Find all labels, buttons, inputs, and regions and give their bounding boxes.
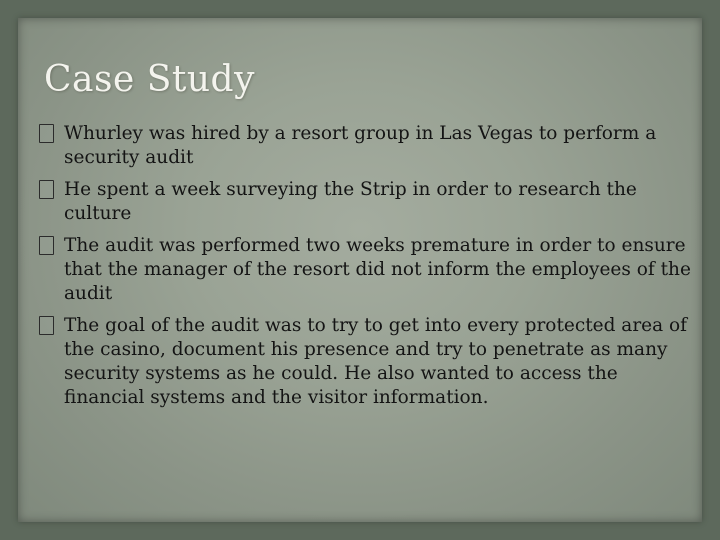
bullet-item-3 [38, 234, 702, 306]
bullet-text: He spent a week surveying the Strip in order to research the culture [64, 179, 637, 224]
square-bullet-icon [39, 316, 54, 335]
bullet-text: Whurley was hired by a resort group in Las Vegas to perform a security audit [64, 123, 657, 168]
bullet-list [38, 122, 702, 418]
square-bullet-icon [39, 236, 54, 255]
square-bullet-icon [39, 180, 54, 199]
bullet-item-1 [38, 122, 702, 170]
slide-title: Case Study [44, 59, 255, 100]
square-bullet-icon [39, 124, 54, 143]
bullet-text: The goal of the audit was to try to get into every protected area of the casino, document his presence and try to penetrate as many security systems as he could. He also wanted to access the financial systems and the visitor information. [64, 315, 688, 408]
bullet-text: The audit was performed two weeks premature in order to ensure that the manager of the resort did not inform the employees of the audit [64, 235, 691, 304]
bullet-item-4 [38, 314, 702, 410]
bullet-item-2 [38, 178, 702, 226]
